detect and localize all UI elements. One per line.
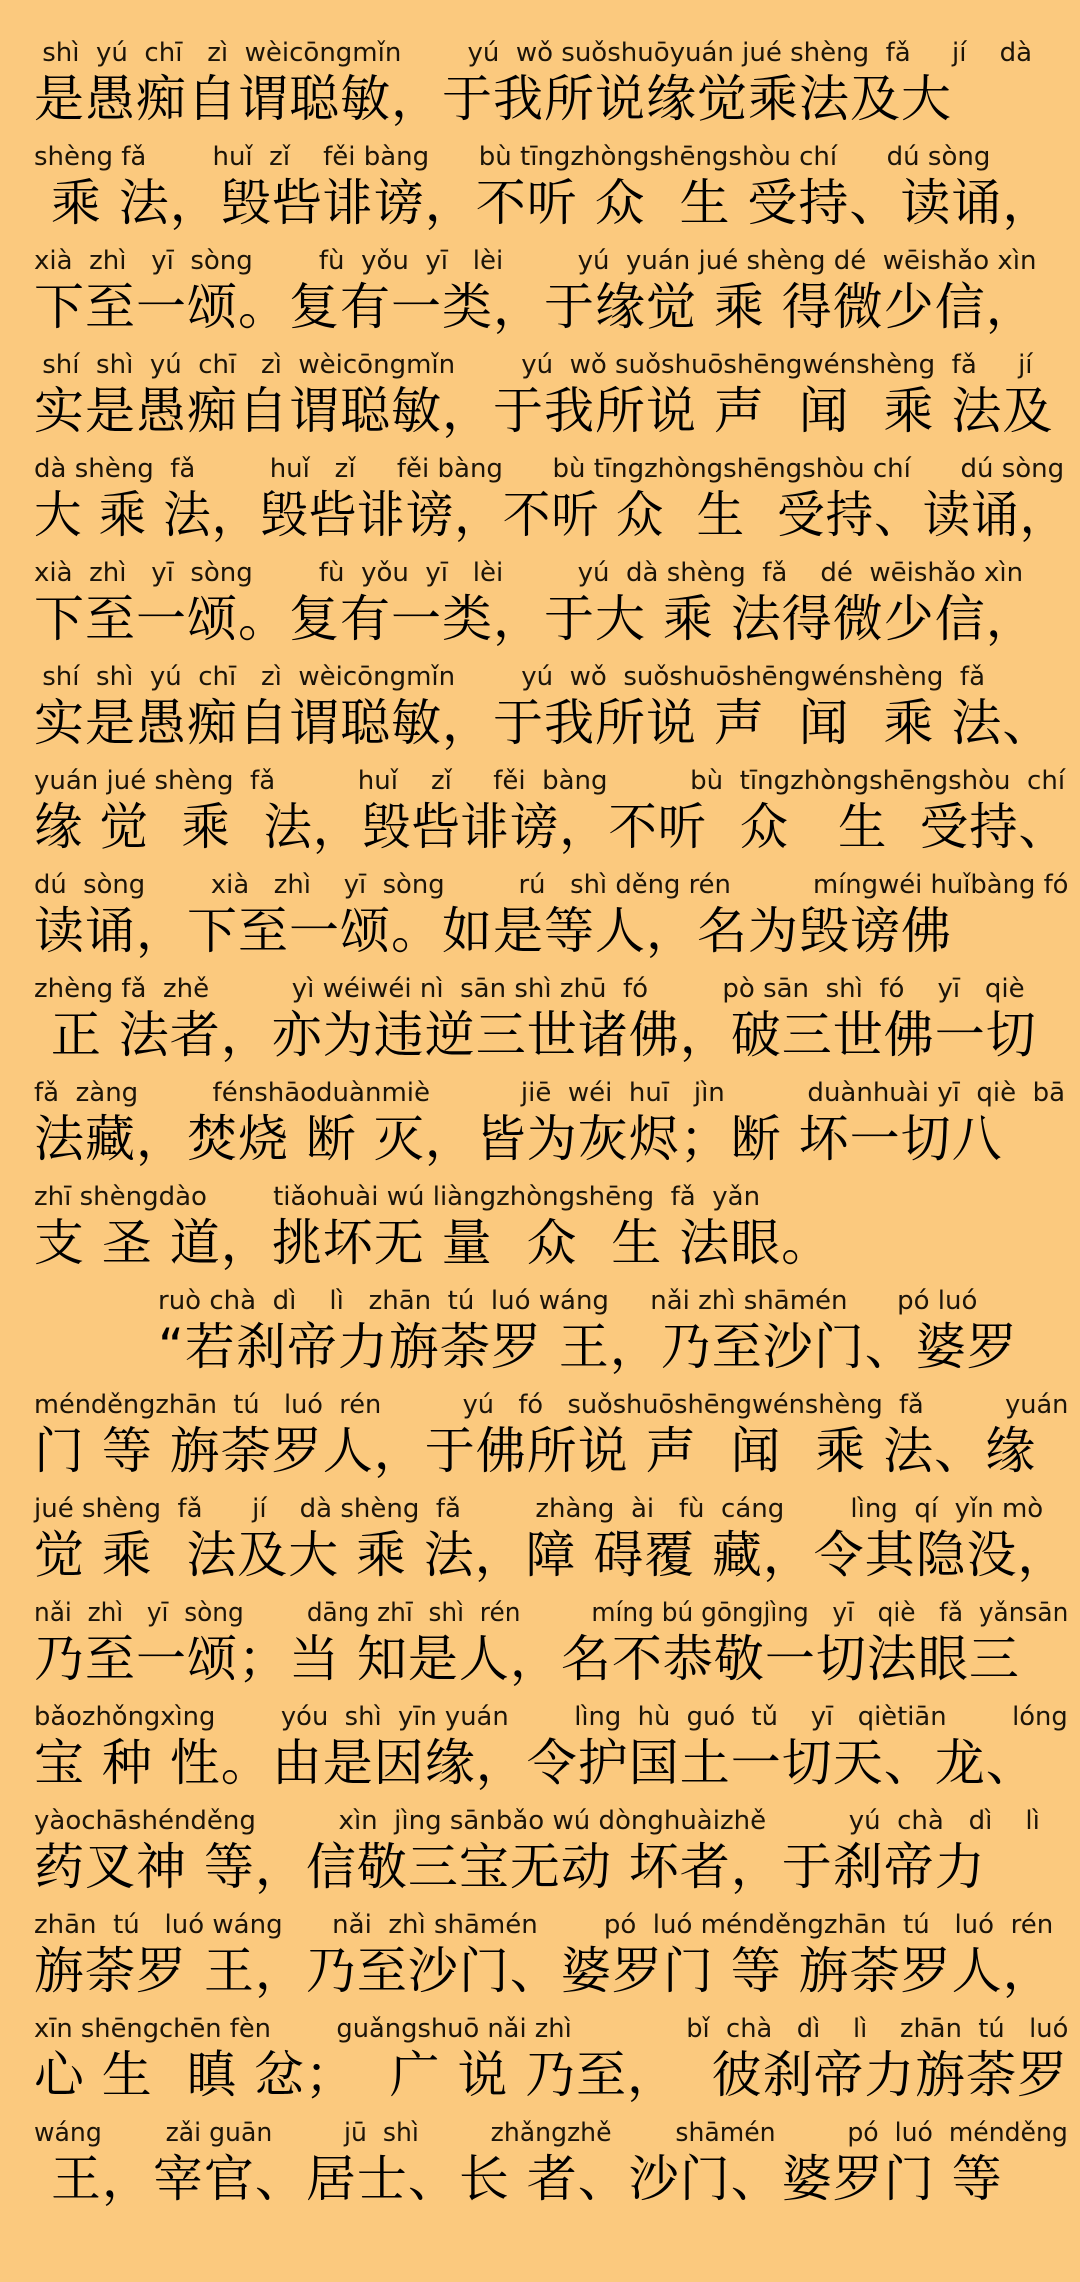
pinyin-line: ménděngzhān tú luó rén yú fó suǒshuōshēngwénshèng fǎ yuán <box>34 1390 1069 1420</box>
pinyin-line: xià zhì yī sòng fù yǒu yī lèi yú dà shèng fǎ dé wēishǎo xìn <box>34 558 1024 588</box>
text-line-14 <box>34 1380 1069 1484</box>
pinyin-line: shí shì yú chī zì wèicōngmǐn yú wǒ suǒshuōshēngwénshèng fǎ <box>34 662 986 692</box>
hanzi-line: 支 圣 道，挑坏无 量 众 生 法眼。 <box>34 1214 833 1272</box>
pinyin-line: yàochāshénděng xìn jìng sānbǎo wú dònghuàizhě yú chà dì lì <box>34 1806 1040 1836</box>
hanzi-line: 实是愚痴自谓聪敏，于我所说 声 闻 乘 法及 <box>34 382 1054 440</box>
text-line-9 <box>34 860 1069 964</box>
text-line-15 <box>34 1484 1069 1588</box>
pinyin-line: jué shèng fǎ jí dà shèng fǎ zhàng ài fù cáng lìng qí yǐn mò <box>34 1494 1044 1524</box>
pinyin-line: nǎi zhì yī sòng dāng zhī shì rén míng bú gōngjìng yī qiè fǎ yǎnsān <box>34 1598 1069 1628</box>
text-line-7 <box>34 652 1054 756</box>
text-line-13 <box>34 1276 1046 1380</box>
text-line-6 <box>34 548 1046 652</box>
hanzi-line: 乘 法，毁呰诽谤，不听 众 生 受持、读诵， <box>34 174 1054 232</box>
pinyin-line: xià zhì yī sòng fù yǒu yī lèi yú yuán jué shèng dé wēishǎo xìn <box>34 246 1037 276</box>
pinyin-line: zhī shèngdào tiǎohuài wú liàngzhòngshēng fǎ yǎn <box>34 1182 761 1212</box>
text-line-2 <box>34 132 1054 236</box>
text-line-20 <box>34 2004 1069 2108</box>
hanzi-line: 读诵，下至一颂。如是等人，名为毁谤佛 <box>34 902 952 960</box>
hanzi-line: 乃至一颂；当 知是人，名不恭敬一切法眼三 <box>34 1630 1020 1688</box>
text-line-19 <box>34 1900 1054 2004</box>
text-line-11 <box>34 1068 1066 1172</box>
text-line-17 <box>34 1692 1068 1796</box>
text-line-16 <box>34 1588 1069 1692</box>
text-line-21 <box>34 2108 1068 2212</box>
pinyin-line: shèng fǎ huǐ zǐ fěi bàng bù tīngzhòngshēngshòu chí dú sòng <box>34 142 991 172</box>
pinyin-line: wáng zǎi guān jū shì zhǎngzhě shāmén pó luó ménděng <box>34 2118 1068 2148</box>
pinyin-line: yuán jué shèng fǎ huǐ zǐ fěi bàng bù tīngzhòngshēngshòu chí <box>34 766 1066 796</box>
hanzi-line: 觉 乘 法及大 乘 法，障 碍覆 藏，令其隐没， <box>34 1526 1069 1584</box>
pinyin-line: dú sòng xià zhì yī sòng rú shì děng rén míngwéi huǐbàng fó <box>34 870 1069 900</box>
hanzi-line: 下至一颂。复有一类，于大 乘 法得微少信， <box>34 590 1037 648</box>
pinyin-line: dà shèng fǎ huǐ zǐ fěi bàng bù tīngzhòngshēngshòu chí dú sòng <box>34 454 1065 484</box>
text-line-1 <box>34 28 1046 132</box>
text-line-5 <box>34 444 1069 548</box>
hanzi-line: 药叉神 等，信敬三宝无动 坏者，于刹帝力 <box>34 1838 986 1896</box>
pinyin-line: ruò chà dì lì zhān tú luó wáng nǎi zhì shāmén pó luó <box>158 1286 978 1316</box>
pinyin-line: bǎozhǒngxìng yóu shì yīn yuán lìng hù guó tǔ yī qiètiān lóng <box>34 1702 1068 1732</box>
pinyin-line: fǎ zàng fénshāoduànmiè jiē wéi huī jìn duànhuài yī qiè bā <box>34 1078 1066 1108</box>
pinyin-line: shì yú chī zì wèicōngmǐn yú wǒ suǒshuōyuán jué shèng fǎ jí dà <box>34 38 1033 68</box>
hanzi-line: 旃荼罗 王，乃至沙门、婆罗门 等 旃荼罗人， <box>34 1942 1054 2000</box>
hanzi-line: 缘 觉 乘 法，毁呰诽谤，不听 众 生 受持、 <box>34 798 1068 856</box>
text-line-12 <box>34 1172 1046 1276</box>
hanzi-line: 王，宰官、居士、长 者、沙门、婆罗门 等 <box>34 2150 1003 2208</box>
hanzi-line: 大 乘 法，毁呰诽谤，不听 众 生 受持、读诵， <box>34 486 1069 544</box>
text-line-3 <box>34 236 1046 340</box>
pinyin-line: zhān tú luó wáng nǎi zhì shāmén pó luó ménděngzhān tú luó rén <box>34 1910 1054 1940</box>
hanzi-line: 法藏，焚烧 断 灭，皆为灰烬；断 坏一切八 <box>34 1110 1003 1168</box>
hanzi-line: 正 法者，亦为违逆三世诸佛，破三世佛一切 <box>34 1006 1037 1064</box>
pinyin-line: xīn shēngchēn fèn guǎngshuō nǎi zhì bǐ chà dì lì zhān tú luó <box>34 2014 1069 2044</box>
text-line-10 <box>34 964 1046 1068</box>
hanzi-line: 实是愚痴自谓聪敏，于我所说 声 闻 乘 法、 <box>34 694 1054 752</box>
pinyin-line: shí shì yú chī zì wèicōngmǐn yú wǒ suǒshuōshēngwénshèng fǎ jí <box>34 350 1033 380</box>
hanzi-line: 门 等 旃荼罗人，于佛所说 声 闻 乘 法、缘 <box>34 1422 1037 1480</box>
text-line-8 <box>34 756 1068 860</box>
hanzi-line: 宝 种 性。由是因缘，令护国土一切天、龙、 <box>34 1734 1037 1792</box>
hanzi-line: 是愚痴自谓聪敏，于我所说缘觉乘法及大 <box>34 70 952 128</box>
hanzi-line: 下至一颂。复有一类，于缘觉 乘 得微少信， <box>34 278 1037 336</box>
pinyin-line: zhèng fǎ zhě yì wéiwéi nì sān shì zhū fó pò sān shì fó yī qiè <box>34 974 1025 1004</box>
text-line-18 <box>34 1796 1046 1900</box>
hanzi-line: 心 生 瞋 忿； 广 说 乃至， 彼刹帝力旃荼罗 <box>34 2046 1068 2104</box>
hanzi-line: “若刹帝力旃荼罗 王，乃至沙门、婆罗 <box>158 1318 1018 1376</box>
text-line-4 <box>34 340 1054 444</box>
